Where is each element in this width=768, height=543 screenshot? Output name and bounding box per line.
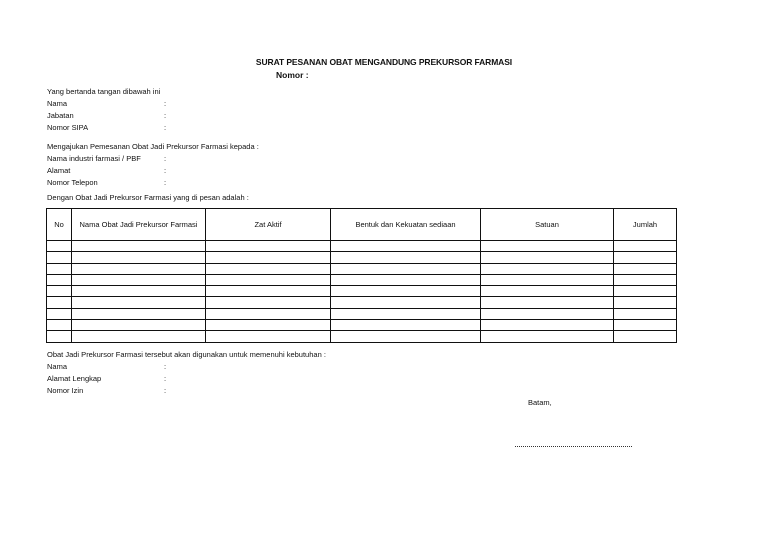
- table-cell[interactable]: [481, 241, 614, 252]
- table-cell[interactable]: [47, 241, 72, 252]
- signer-name-colon: :: [164, 99, 167, 108]
- column-header-unit: Satuan: [481, 209, 614, 241]
- table-cell[interactable]: [72, 331, 206, 342]
- table-cell[interactable]: [331, 252, 481, 263]
- recipient-license-label: Nomor Izin: [47, 386, 84, 395]
- table-cell[interactable]: [481, 331, 614, 342]
- column-header-no: No: [47, 209, 72, 241]
- supplier-address-colon: :: [164, 166, 167, 175]
- table-cell[interactable]: [481, 308, 614, 319]
- table-cell[interactable]: [206, 252, 331, 263]
- table-row: [47, 286, 677, 297]
- usage-intro: Obat Jadi Prekursor Farmasi tersebut akan digunakan untuk memenuhi kebutuhan :: [47, 350, 326, 359]
- signer-sipa-label: Nomor SIPA: [47, 123, 89, 132]
- table-cell[interactable]: [331, 286, 481, 297]
- table-cell[interactable]: [47, 297, 72, 308]
- table-row: [47, 320, 677, 331]
- table-cell[interactable]: [206, 241, 331, 252]
- table-cell[interactable]: [614, 252, 677, 263]
- table-cell[interactable]: [614, 297, 677, 308]
- table-cell[interactable]: [206, 297, 331, 308]
- table-cell[interactable]: [206, 320, 331, 331]
- table-cell[interactable]: [72, 286, 206, 297]
- table-cell[interactable]: [47, 331, 72, 342]
- column-header-active-substance: Zat Aktif: [206, 209, 331, 241]
- recipient-address-label: Alamat Lengkap: [47, 374, 102, 383]
- table-cell[interactable]: [47, 263, 72, 274]
- table-cell[interactable]: [331, 241, 481, 252]
- table-cell[interactable]: [72, 274, 206, 285]
- recipient-address-colon: :: [164, 374, 167, 383]
- table-cell[interactable]: [481, 320, 614, 331]
- table-cell[interactable]: [481, 274, 614, 285]
- table-cell[interactable]: [614, 331, 677, 342]
- table-row: [47, 241, 677, 252]
- table-cell[interactable]: [72, 320, 206, 331]
- table-cell[interactable]: [206, 331, 331, 342]
- recipient-name-colon: :: [164, 362, 167, 371]
- signer-position-label: Jabatan: [47, 111, 74, 120]
- table-cell[interactable]: [331, 320, 481, 331]
- table-cell[interactable]: [206, 286, 331, 297]
- column-header-form-strength: Bentuk dan Kekuatan sediaan: [331, 209, 481, 241]
- table-cell[interactable]: [72, 263, 206, 274]
- table-row: [47, 263, 677, 274]
- supplier-name-label: Nama industri farmasi / PBF: [47, 154, 141, 163]
- signer-intro: Yang bertanda tangan dibawah ini: [47, 87, 161, 96]
- table-cell[interactable]: [614, 286, 677, 297]
- table-cell[interactable]: [206, 274, 331, 285]
- recipient-name-label: Nama: [47, 362, 68, 371]
- table-cell[interactable]: [614, 241, 677, 252]
- table-cell[interactable]: [72, 308, 206, 319]
- table-cell[interactable]: [47, 274, 72, 285]
- signature-place-date: Batam,: [528, 398, 552, 407]
- table-cell[interactable]: [331, 263, 481, 274]
- supplier-phone-label: Nomor Telepon: [47, 178, 98, 187]
- table-cell[interactable]: [206, 263, 331, 274]
- table-row: [47, 297, 677, 308]
- table-cell[interactable]: [331, 308, 481, 319]
- table-header-row: [47, 209, 677, 241]
- table-cell[interactable]: [47, 286, 72, 297]
- table-cell[interactable]: [481, 286, 614, 297]
- table-cell[interactable]: [47, 252, 72, 263]
- signer-sipa-colon: :: [164, 123, 167, 132]
- recipient-license-colon: :: [164, 386, 167, 395]
- table-cell[interactable]: [331, 331, 481, 342]
- document-title: SURAT PESANAN OBAT MENGANDUNG PREKURSOR FARMASI: [255, 57, 513, 67]
- table-cell[interactable]: [72, 252, 206, 263]
- supplier-name-colon: :: [164, 154, 167, 163]
- table-cell[interactable]: [206, 308, 331, 319]
- table-cell[interactable]: [481, 297, 614, 308]
- table-row: [47, 308, 677, 319]
- signer-position-colon: :: [164, 111, 167, 120]
- table-cell[interactable]: [47, 308, 72, 319]
- table-cell[interactable]: [614, 274, 677, 285]
- table-row: [47, 274, 677, 285]
- table-cell[interactable]: [481, 263, 614, 274]
- table-cell[interactable]: [614, 308, 677, 319]
- column-header-quantity: Jumlah: [614, 209, 677, 241]
- table-cell[interactable]: [331, 274, 481, 285]
- supplier-address-label: Alamat: [47, 166, 71, 175]
- document-number-label: Nomor :: [276, 70, 309, 80]
- table-cell[interactable]: [72, 241, 206, 252]
- table-cell[interactable]: [481, 252, 614, 263]
- table-cell[interactable]: [72, 297, 206, 308]
- table-row: [47, 252, 677, 263]
- order-items-table: [46, 208, 677, 343]
- column-header-drug-name: Nama Obat Jadi Prekursor Farmasi: [72, 209, 206, 241]
- items-intro: Dengan Obat Jadi Prekursor Farmasi yang di pesan adalah :: [47, 193, 249, 202]
- table-cell[interactable]: [331, 297, 481, 308]
- signature-line: [515, 446, 632, 447]
- signer-name-label: Nama: [47, 99, 68, 108]
- table-cell[interactable]: [614, 320, 677, 331]
- supplier-phone-colon: :: [164, 178, 167, 187]
- order-intro: Mengajukan Pemesanan Obat Jadi Prekursor Farmasi kepada :: [47, 142, 259, 151]
- table-cell[interactable]: [47, 320, 72, 331]
- table-cell[interactable]: [614, 263, 677, 274]
- table-row: [47, 331, 677, 342]
